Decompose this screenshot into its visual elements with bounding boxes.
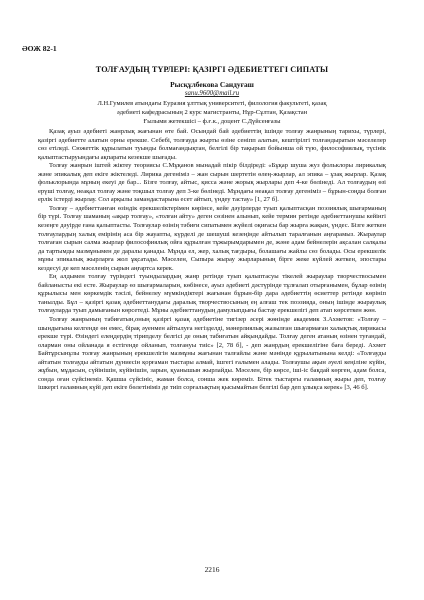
article-title: ТОЛҒАУДЫҢ ТҮРЛЕРІ: ҚАЗІРГІ ӘДЕБИЕТТЕГІ СИПАТЫ [95,65,329,74]
page-number: 2216 [204,565,220,574]
article-body [38,128,386,393]
body-paragraph: Толғау – әдебиеттанған өзіндік ерекшеліктерімен көрінсе, кейе дәуірлерде туып қалыптасқан поэзиялық шығарманың бір түрі. Толғау шаманың «ақыр толғау», «толған айту» деген сөзінен алынып, кейе термин ретінде әдебиеттанушы кейінгі кезеңге дәуірде ғана қалыптасты. Толғаулар өзінің тәбиғи сипатымен жүйелі оқиғасы бар жырға жақын, үндес. Бізге жеткен толғаулардың халық емірінің аса бір жауапты, күрделі де шешуші кезеңінде айтылып таралғанын аңғарамыз. Жыраулар толғаған сырын салма жырлар философиялық ойға құрылған тұжырымдарымен де, және адам бейнелерін ақсалан салқалы да тартымды мазмұнымен де даралы қанады. Мұнда ел, жер, халық тағдыры, болашағы жайлы сөз болады. Осы ерекшелік мұны эпикалық жырларға жол ұқсатады. Мәселен, Сыпыра жырау жырларының бірге жеке күйлей жеткен, эпостары кездесуі де кеп мәселенің сырын аңғартса керек. [38,204,386,272]
udc-code: ӘОЖ 82-1 [22,44,57,53]
affiliation-line: Л.Н.Гумилев атындағы Еуразия ұлттық университеті, филология факультеті, қазақ [97,100,327,107]
affiliation-block [40,99,384,126]
author-name: Рысқұлбекова Сандуғаш [170,80,254,89]
author-email-link[interactable]: sanu.9600@mail.ru [184,90,240,97]
affiliation-line: әдебиеті кафедрасының 2 курс магистранты, Нұр-Сұлтан, Қазақстан [116,109,308,116]
body-paragraph: Толғау жанрының табиғатын,оның қазіргі қазақ әдебиетіне тигізер әсері жөнінде академик З.Ахметов: «Толғау – шындығына келгенде өн емес, бірақ әуенмен айтылуға негізделді, мәнерлиялық жазылған шығармаған халықтық лирикасы ерекше түрі. Өзіндегі елеңдердің тірипделу белгісі де оның табиғатын айқындайды. Толғау деген атаның өзінен туғандай, оларман оны ойланада я естігенде ойланып, толғануы тиіс» [2, 78 б], - деп жанрдың ерекшелігіне баға береді. Ахмет Байтұрсынұлы толғау жанрының ерекшелігін мазмұны жағынан талғайлы және мәнінде құрылатынына келді: «Толғауды айтатын толғауды айтатын дүниесін қорғаман тыстары алмай, ішгегі ғалымен алады. Толғаушы ақын әуелі кеңіліне күйін, жұбын, мұдасын, сүйінішін, күйінішін, зарын, қуанышын жырлайды. Мәселен, бір көрсе, іші-іс бақдай көрген, адам болса, сонда оған сүйсінеміз. Қашша сүйсініс, жаман болса, сонша жек көреміз. Бітек тыстарғы ғаламның жыры деп, толғау ішкергі ғаламның күйі деп екіге бөлетініміз де тиіп сорғалықтың қысымайтын белгілі бар деп ұлықса керек» [3, 46 б]. [38,316,386,392]
body-paragraph: Толғау жанрын іштей жіктеу теориясы С.Мұқанов мынадай пікір білдіреді: «Бұқар шуша жуз фольклоры лирикалық және эпикалық деп екіге жіктеледі. Лирика дегеніміз – жан сырын шертетін өлең-жырлар, ал эпика – ұзақ жырлар. Қазақ фольклорында мұның екеуі де бар... Бізге толғау, айтыс, қисса және жорық жырлары деп 4-ке бөлінеді. Ал толғаудың өзі ерүші толғау, неақал толғау және тоқшыл толғау деп 3-ке бөлінеді. Мұндағы неақал толғау дегеніміз – бұрын-соңды болған ерлік істерді жырлау. Сол арқылы замандастарына есет айтып, үндеу тастау» [1, 27 б]. [38,162,386,204]
supervisor-line: Ғылыми жетекшісі – ф.ғ.к., доцент С.Дүйсенғазы [143,118,281,125]
body-paragraph: Ең алдымен толғау түріндегі туындылардың жанр ретінде туып қалыптасуы тікелей жыраулар творчествосымен байланысты екі есте. Жыраулар өз шығармаларын, көбінесе, ауыз әдебиеті дәстүрінде тұлғалап отырғанымен, бұлар өзінің құрылысы мен көркемдік тәсілі, бейнелеу мүмкіндіктері жағынан бұрын-бір дара әдебиеттің өсиеттер ретінде көрініп танылды. Бұл – қазіргі қазақ әдебиеттанудағы даралық творчествосының ең алғаш тек поэзияда, оның ішінде жыраулық толғауларда туып дамығанын көрсетеді. Мұны әдебиеттанудың дамулыпдығы бастау ерекшелігі деп атап көрсеткен жөн. [38,273,386,315]
body-paragraph: Қазақ ауыз әдебиеті жанрлық жағынан өте бай. Осындай бай әдебиеттің ішінде толғау жанрының тарихы, түрлері, қазіргі әдебиетте алатын орны ерекше. Себебі, толғауда жырты өзіне сеніпп алатын, кештірілгі толғандыратын мәселелер сөз етіледі. Сюжеттік құрылатын туынды болмағандықтан, белгілі бір тақырып бойынша ой түю, философиялық, түсінік қалыптастыруындағы ақпараты кезекше шығады. [38,128,386,161]
